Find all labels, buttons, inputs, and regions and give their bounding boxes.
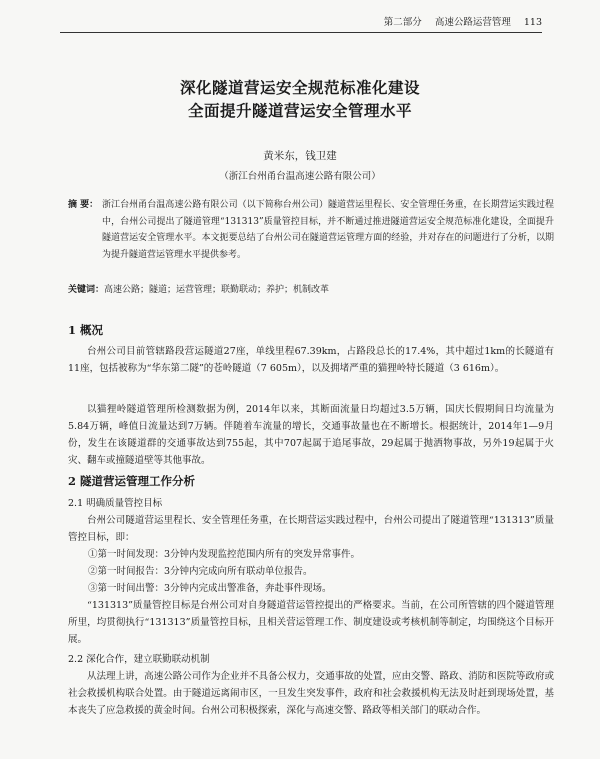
list-item: ③第一时间出警：3分钟内完成出警准备，奔赴事件现场。 [88, 583, 332, 594]
article-title-line1: 深化隧道营运安全规范标准化建设 [179, 78, 420, 97]
authors: 黄米东，钱卫建 [263, 150, 337, 162]
paragraph: 以猫狸岭隧道管理所检测数据为例，2014年以来，其断面流量日均超过3.5万辆，国庆长假期间日均流量为5.84万辆，峰值日流量达到7万辆。伴随着车流量的增长，交通事故量也在不断增长。根据统计，2014年1—9月份，发生在该隧道群的交通事故达到755起，其中707起属于追尾事故，29起属于抛洒物事故，另外19起属于火灾、翻车或撞隧道壁等其他事故。 [68, 404, 554, 466]
abstract-text: 浙江台州甬台温高速公路有限公司（以下简称台州公司）隧道营运里程长、安全管理任务重，在长期营运实践过程中，台州公司提出了隧道管理“131313”质量管控目标，并不断通过推进隧道营运安全规范标准化建设，全面提升隧道营运安全管理水平。本文扼要总结了台州公司在隧道营运管理方面的经验，并对存在的问题进行了分析，以期为提升隧道营运管理水平提供参考。 [102, 200, 554, 260]
page-number: 113 [523, 17, 542, 28]
keywords-label: 关键词： [68, 285, 105, 295]
running-header [60, 14, 542, 33]
section-heading-2: 2 隧道营运管理工作分析 [68, 474, 196, 488]
subsection-heading-2-2: 2.2 深化合作，建立联勤联动机制 [68, 654, 210, 665]
keywords [68, 282, 554, 295]
keywords-text: 高速公路；隧道；运营管理；联勤联动；养护；机制改革 [104, 285, 330, 295]
paragraph: 从法理上讲，高速公路公司作为企业并不具备公权力，交通事故的处置，应由交警、路政、消防和医院等政府或社会救援机构联合处置。由于隧道远离闹市区，一旦发生突发事件，政府和社会救援机构无法及时赶到现场处置，基本丧失了应急救援的黄金时间。台州公司积极探索，深化与高速交警、路政等相关部门的联动合作。 [68, 671, 554, 716]
abstract [68, 197, 554, 263]
affiliation: （浙江台州甬台温高速公路有限公司） [219, 171, 381, 182]
list-item: ①第一时间发现：3分钟内发现监控范围内所有的突发异常事件。 [88, 549, 361, 560]
header-title: 高速公路运营管理 [434, 17, 511, 28]
article-title-line2: 全面提升隧道营运安全管理水平 [187, 101, 412, 120]
section-heading-1: 1 概况 [68, 323, 104, 337]
paragraph: 台州公司隧道营运里程长、安全管理任务重，在长期营运实践过程中，台州公司提出了隧道管理“131313”质量管控目标，即： [68, 515, 554, 543]
subsection-heading-2-1: 2.1 明确质量管控目标 [68, 498, 163, 509]
header-section: 第二部分 [383, 17, 422, 28]
abstract-label: 摘 要： [68, 200, 99, 210]
paragraph: 台州公司目前管辖路段营运隧道27座，单线里程67.39km，占路段总长的17.4%，其中超过1km的长隧道有11座，包括被称为“华东第二隧”的苍岭隧道（7 605m），以及拥堵严重的猫狸岭特长隧道（3 616m）。 [68, 346, 554, 374]
list-item: ②第一时间报告：3分钟内完成向所有联动单位报告。 [88, 566, 313, 577]
paragraph: “131313”质量管控目标是台州公司对自身隧道营运管控提出的严格要求。当前，在公司所管辖的四个隧道管理所里，均贯彻执行“131313”质量管控目标，且相关营运管理工作、制度建设或考核机制等制定，均围绕这个目标开展。 [68, 600, 554, 645]
